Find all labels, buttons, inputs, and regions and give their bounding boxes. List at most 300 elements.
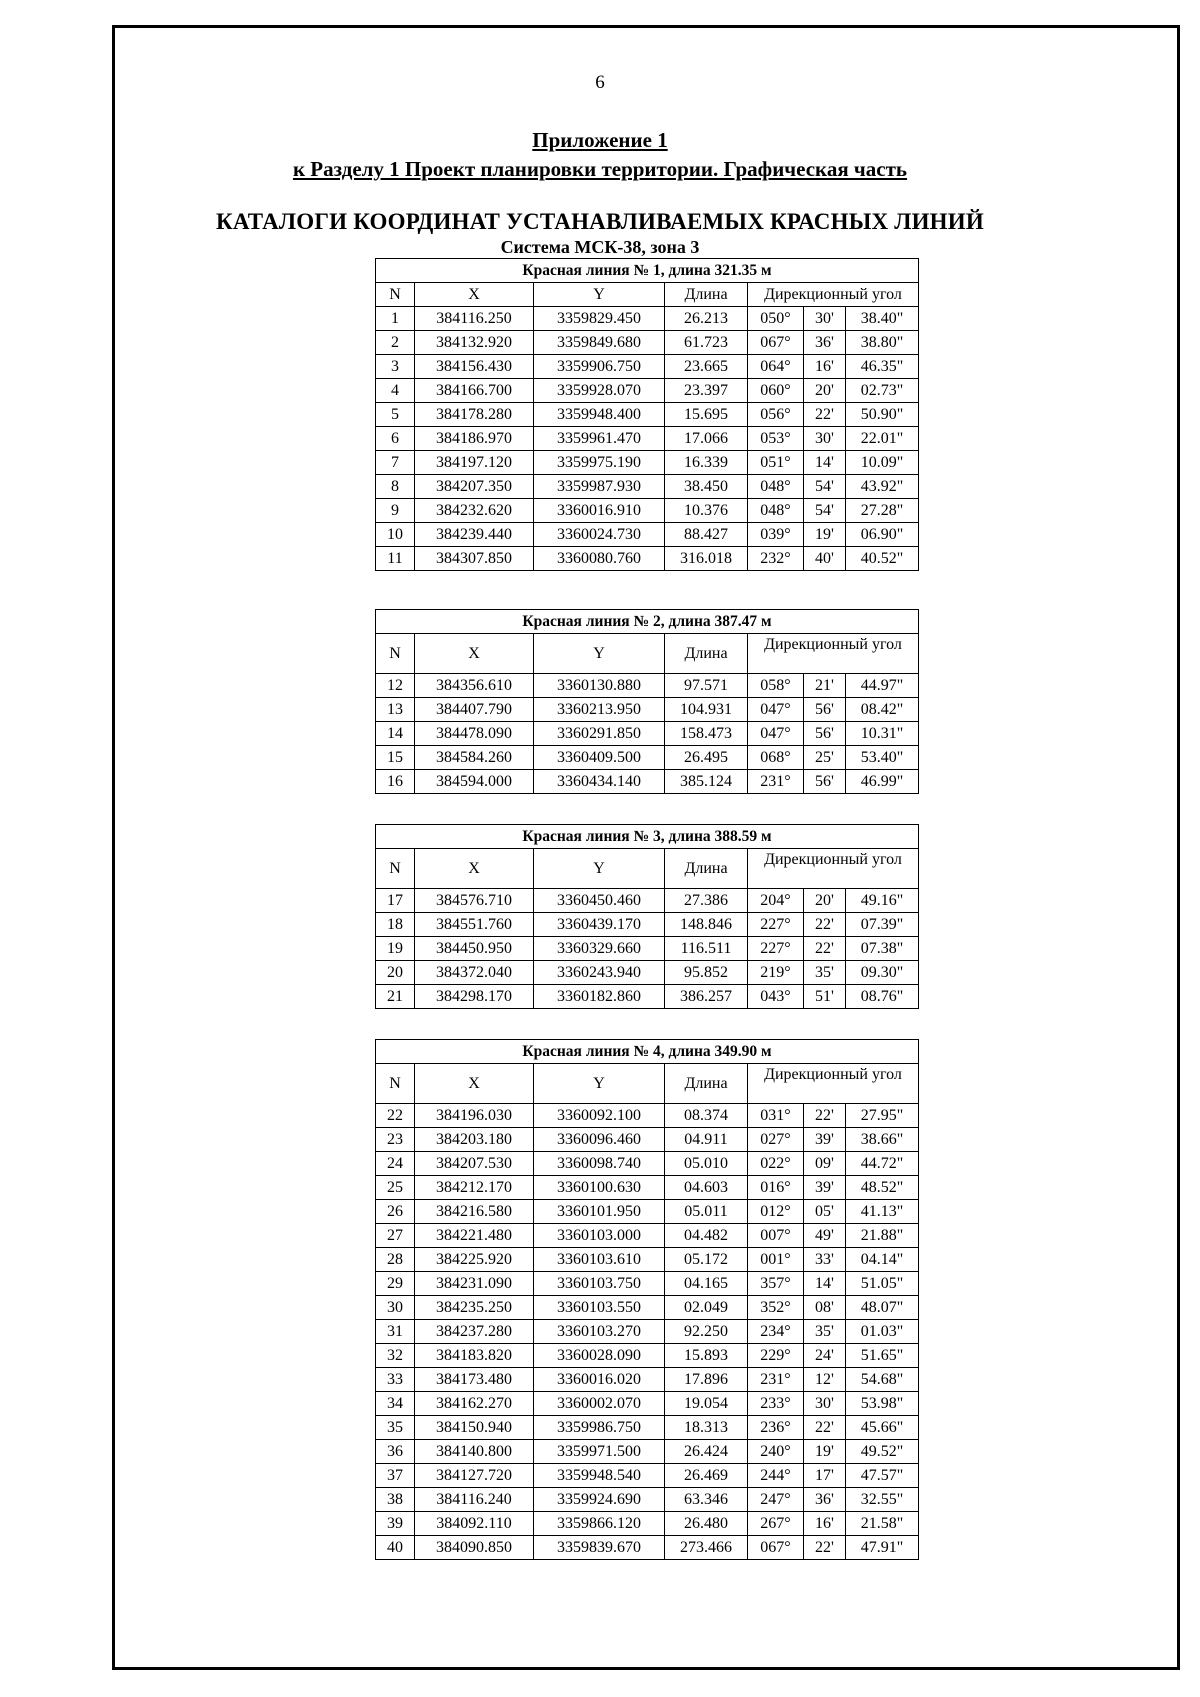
point-number: 27 <box>376 1224 415 1248</box>
table-row <box>376 1488 919 1512</box>
length: 26.424 <box>665 1440 748 1464</box>
length: 97.571 <box>665 674 748 698</box>
length: 273.466 <box>665 1536 748 1560</box>
point-number: 2 <box>376 331 415 355</box>
length: 15.893 <box>665 1344 748 1368</box>
point-number: 1 <box>376 307 415 331</box>
x-coord: 384239.440 <box>415 523 534 547</box>
angle-minutes: 14' <box>804 451 846 475</box>
angle-degrees: 204° <box>748 889 804 913</box>
x-coord: 384372.040 <box>415 961 534 985</box>
length: 05.172 <box>665 1248 748 1272</box>
angle-seconds: 51.65" <box>846 1344 919 1368</box>
angle-minutes: 22' <box>804 937 846 961</box>
length: 08.374 <box>665 1104 748 1128</box>
table-row <box>376 1104 919 1128</box>
length: 88.427 <box>665 523 748 547</box>
table-row <box>376 1272 919 1296</box>
x-coord: 384183.820 <box>415 1344 534 1368</box>
angle-degrees: 244° <box>748 1464 804 1488</box>
length: 104.931 <box>665 698 748 722</box>
length: 26.495 <box>665 746 748 770</box>
length: 17.066 <box>665 427 748 451</box>
point-number: 34 <box>376 1392 415 1416</box>
angle-degrees: 048° <box>748 475 804 499</box>
angle-degrees: 053° <box>748 427 804 451</box>
angle-minutes: 30' <box>804 307 846 331</box>
x-coord: 384207.530 <box>415 1152 534 1176</box>
y-coord: 3360016.910 <box>534 499 665 523</box>
angle-seconds: 07.39" <box>846 913 919 937</box>
angle-seconds: 04.14" <box>846 1248 919 1272</box>
angle-degrees: 064° <box>748 355 804 379</box>
y-coord: 3360103.270 <box>534 1320 665 1344</box>
angle-degrees: 357° <box>748 1272 804 1296</box>
angle-degrees: 051° <box>748 451 804 475</box>
y-coord: 3360100.630 <box>534 1176 665 1200</box>
point-number: 4 <box>376 379 415 403</box>
x-coord: 384407.790 <box>415 698 534 722</box>
table-row <box>376 1296 919 1320</box>
table-row <box>376 523 919 547</box>
angle-degrees: 027° <box>748 1128 804 1152</box>
angle-degrees: 236° <box>748 1416 804 1440</box>
table-caption: Красная линия № 1, длина 321.35 м <box>376 259 919 283</box>
x-coord: 384203.180 <box>415 1128 534 1152</box>
angle-seconds: 44.97" <box>846 674 919 698</box>
table-row <box>376 746 919 770</box>
angle-seconds: 10.09" <box>846 451 919 475</box>
y-coord: 3359971.500 <box>534 1440 665 1464</box>
point-number: 35 <box>376 1416 415 1440</box>
angle-degrees: 047° <box>748 698 804 722</box>
table-row <box>376 770 919 794</box>
point-number: 10 <box>376 523 415 547</box>
angle-seconds: 50.90" <box>846 403 919 427</box>
column-header-x: X <box>415 283 534 307</box>
angle-degrees: 007° <box>748 1224 804 1248</box>
column-header-angle: Дирекционный угол <box>748 849 919 889</box>
x-coord: 384212.170 <box>415 1176 534 1200</box>
angle-minutes: 51' <box>804 985 846 1009</box>
angle-minutes: 56' <box>804 770 846 794</box>
angle-degrees: 247° <box>748 1488 804 1512</box>
table-row <box>376 1392 919 1416</box>
angle-minutes: 12' <box>804 1368 846 1392</box>
table-row <box>376 889 919 913</box>
y-coord: 3360002.070 <box>534 1392 665 1416</box>
y-coord: 3360103.750 <box>534 1272 665 1296</box>
angle-degrees: 231° <box>748 1368 804 1392</box>
table-caption: Красная линия № 2, длина 387.47 м <box>376 610 919 634</box>
y-coord: 3360080.760 <box>534 547 665 571</box>
angle-seconds: 47.91" <box>846 1536 919 1560</box>
point-number: 18 <box>376 913 415 937</box>
point-number: 16 <box>376 770 415 794</box>
column-header-n: N <box>376 283 415 307</box>
point-number: 6 <box>376 427 415 451</box>
angle-minutes: 19' <box>804 1440 846 1464</box>
column-header-length: Длина <box>665 849 748 889</box>
angle-degrees: 219° <box>748 961 804 985</box>
length: 386.257 <box>665 985 748 1009</box>
point-number: 8 <box>376 475 415 499</box>
angle-seconds: 40.52" <box>846 547 919 571</box>
angle-seconds: 49.16" <box>846 889 919 913</box>
y-coord: 3360434.140 <box>534 770 665 794</box>
y-coord: 3359975.190 <box>534 451 665 475</box>
angle-minutes: 16' <box>804 355 846 379</box>
table-row <box>376 427 919 451</box>
length: 16.339 <box>665 451 748 475</box>
x-coord: 384196.030 <box>415 1104 534 1128</box>
table-caption: Красная линия № 4, длина 349.90 м <box>376 1040 919 1064</box>
point-number: 40 <box>376 1536 415 1560</box>
length: 04.603 <box>665 1176 748 1200</box>
point-number: 20 <box>376 961 415 985</box>
angle-degrees: 227° <box>748 937 804 961</box>
angle-seconds: 38.66" <box>846 1128 919 1152</box>
angle-seconds: 01.03" <box>846 1320 919 1344</box>
table-row <box>376 1128 919 1152</box>
x-coord: 384116.250 <box>415 307 534 331</box>
table-row <box>376 1416 919 1440</box>
angle-minutes: 22' <box>804 1536 846 1560</box>
angle-degrees: 234° <box>748 1320 804 1344</box>
table-row <box>376 1176 919 1200</box>
table-row <box>376 331 919 355</box>
angle-seconds: 47.57" <box>846 1464 919 1488</box>
length: 10.376 <box>665 499 748 523</box>
table-row <box>376 1248 919 1272</box>
angle-seconds: 49.52" <box>846 1440 919 1464</box>
angle-minutes: 40' <box>804 547 846 571</box>
point-number: 21 <box>376 985 415 1009</box>
angle-degrees: 039° <box>748 523 804 547</box>
table-row <box>376 547 919 571</box>
angle-minutes: 24' <box>804 1344 846 1368</box>
point-number: 39 <box>376 1512 415 1536</box>
angle-degrees: 233° <box>748 1392 804 1416</box>
point-number: 7 <box>376 451 415 475</box>
table-caption: Красная линия № 3, длина 388.59 м <box>376 825 919 849</box>
angle-minutes: 16' <box>804 1512 846 1536</box>
table-row <box>376 403 919 427</box>
y-coord: 3359924.690 <box>534 1488 665 1512</box>
y-coord: 3360450.460 <box>534 889 665 913</box>
length: 26.213 <box>665 307 748 331</box>
x-coord: 384207.350 <box>415 475 534 499</box>
column-header-y: Y <box>534 849 665 889</box>
angle-degrees: 067° <box>748 331 804 355</box>
y-coord: 3359829.450 <box>534 307 665 331</box>
length: 18.313 <box>665 1416 748 1440</box>
x-coord: 384116.240 <box>415 1488 534 1512</box>
angle-seconds: 48.07" <box>846 1296 919 1320</box>
angle-seconds: 10.31" <box>846 722 919 746</box>
x-coord: 384186.970 <box>415 427 534 451</box>
angle-minutes: 20' <box>804 379 846 403</box>
y-coord: 3359987.930 <box>534 475 665 499</box>
angle-seconds: 43.92" <box>846 475 919 499</box>
point-number: 22 <box>376 1104 415 1128</box>
y-coord: 3360103.610 <box>534 1248 665 1272</box>
page-number: 6 <box>595 72 605 93</box>
x-coord: 384450.950 <box>415 937 534 961</box>
x-coord: 384173.480 <box>415 1368 534 1392</box>
table-row <box>376 1464 919 1488</box>
length: 116.511 <box>665 937 748 961</box>
y-coord: 3359961.470 <box>534 427 665 451</box>
angle-seconds: 54.68" <box>846 1368 919 1392</box>
length: 04.911 <box>665 1128 748 1152</box>
y-coord: 3360213.950 <box>534 698 665 722</box>
point-number: 13 <box>376 698 415 722</box>
angle-seconds: 21.88" <box>846 1224 919 1248</box>
angle-degrees: 056° <box>748 403 804 427</box>
length: 17.896 <box>665 1368 748 1392</box>
length: 04.165 <box>665 1272 748 1296</box>
y-coord: 3360098.740 <box>534 1152 665 1176</box>
point-number: 23 <box>376 1128 415 1152</box>
column-header-y: Y <box>534 283 665 307</box>
table-row <box>376 475 919 499</box>
point-number: 15 <box>376 746 415 770</box>
angle-seconds: 27.95" <box>846 1104 919 1128</box>
red-line-table-1 <box>375 258 919 571</box>
table-row <box>376 499 919 523</box>
angle-degrees: 048° <box>748 499 804 523</box>
x-coord: 384594.000 <box>415 770 534 794</box>
angle-minutes: 05' <box>804 1200 846 1224</box>
length: 05.010 <box>665 1152 748 1176</box>
angle-minutes: 56' <box>804 698 846 722</box>
angle-minutes: 35' <box>804 961 846 985</box>
point-number: 38 <box>376 1488 415 1512</box>
x-coord: 384127.720 <box>415 1464 534 1488</box>
angle-seconds: 45.66" <box>846 1416 919 1440</box>
angle-seconds: 46.35" <box>846 355 919 379</box>
point-number: 14 <box>376 722 415 746</box>
angle-seconds: 21.58" <box>846 1512 919 1536</box>
x-coord: 384216.580 <box>415 1200 534 1224</box>
angle-minutes: 36' <box>804 1488 846 1512</box>
y-coord: 3360182.860 <box>534 985 665 1009</box>
point-number: 37 <box>376 1464 415 1488</box>
length: 04.482 <box>665 1224 748 1248</box>
y-coord: 3360439.170 <box>534 913 665 937</box>
x-coord: 384178.280 <box>415 403 534 427</box>
x-coord: 384237.280 <box>415 1320 534 1344</box>
x-coord: 384166.700 <box>415 379 534 403</box>
table-row <box>376 985 919 1009</box>
angle-minutes: 30' <box>804 1392 846 1416</box>
angle-minutes: 22' <box>804 1104 846 1128</box>
y-coord: 3359948.400 <box>534 403 665 427</box>
x-coord: 384478.090 <box>415 722 534 746</box>
angle-seconds: 02.73" <box>846 379 919 403</box>
angle-seconds: 09.30" <box>846 961 919 985</box>
y-coord: 3360101.950 <box>534 1200 665 1224</box>
column-header-x: X <box>415 849 534 889</box>
point-number: 9 <box>376 499 415 523</box>
y-coord: 3359866.120 <box>534 1512 665 1536</box>
angle-minutes: 30' <box>804 427 846 451</box>
point-number: 19 <box>376 937 415 961</box>
angle-degrees: 068° <box>748 746 804 770</box>
x-coord: 384584.260 <box>415 746 534 770</box>
length: 316.018 <box>665 547 748 571</box>
point-number: 24 <box>376 1152 415 1176</box>
angle-degrees: 240° <box>748 1440 804 1464</box>
angle-degrees: 031° <box>748 1104 804 1128</box>
angle-minutes: 54' <box>804 475 846 499</box>
x-coord: 384298.170 <box>415 985 534 1009</box>
table-row <box>376 1512 919 1536</box>
table-row <box>376 1536 919 1560</box>
angle-degrees: 229° <box>748 1344 804 1368</box>
angle-degrees: 067° <box>748 1536 804 1560</box>
length: 385.124 <box>665 770 748 794</box>
y-coord: 3359928.070 <box>534 379 665 403</box>
x-coord: 384225.920 <box>415 1248 534 1272</box>
angle-minutes: 49' <box>804 1224 846 1248</box>
coordinate-system-heading: Система МСК-38, зона 3 <box>500 237 700 257</box>
angle-seconds: 53.98" <box>846 1392 919 1416</box>
table-row <box>376 1368 919 1392</box>
column-header-length: Длина <box>665 634 748 674</box>
angle-minutes: 17' <box>804 1464 846 1488</box>
x-coord: 384551.760 <box>415 913 534 937</box>
x-coord: 384156.430 <box>415 355 534 379</box>
angle-degrees: 352° <box>748 1296 804 1320</box>
angle-degrees: 012° <box>748 1200 804 1224</box>
angle-degrees: 267° <box>748 1512 804 1536</box>
angle-degrees: 047° <box>748 722 804 746</box>
point-number: 12 <box>376 674 415 698</box>
length: 23.665 <box>665 355 748 379</box>
point-number: 11 <box>376 547 415 571</box>
length: 158.473 <box>665 722 748 746</box>
angle-degrees: 001° <box>748 1248 804 1272</box>
y-coord: 3360096.460 <box>534 1128 665 1152</box>
angle-minutes: 22' <box>804 1416 846 1440</box>
y-coord: 3360024.730 <box>534 523 665 547</box>
y-coord: 3360409.500 <box>534 746 665 770</box>
table-row <box>376 1224 919 1248</box>
angle-seconds: 08.42" <box>846 698 919 722</box>
y-coord: 3360103.550 <box>534 1296 665 1320</box>
table-row <box>376 913 919 937</box>
column-header-n: N <box>376 849 415 889</box>
length: 05.011 <box>665 1200 748 1224</box>
angle-degrees: 058° <box>748 674 804 698</box>
y-coord: 3360092.100 <box>534 1104 665 1128</box>
angle-minutes: 36' <box>804 331 846 355</box>
angle-seconds: 38.40" <box>846 307 919 331</box>
x-coord: 384140.800 <box>415 1440 534 1464</box>
length: 63.346 <box>665 1488 748 1512</box>
x-coord: 384232.620 <box>415 499 534 523</box>
length: 61.723 <box>665 331 748 355</box>
y-coord: 3360016.020 <box>534 1368 665 1392</box>
angle-seconds: 27.28" <box>846 499 919 523</box>
y-coord: 3359986.750 <box>534 1416 665 1440</box>
angle-minutes: 09' <box>804 1152 846 1176</box>
table-row <box>376 722 919 746</box>
length: 19.054 <box>665 1392 748 1416</box>
y-coord: 3360103.000 <box>534 1224 665 1248</box>
angle-seconds: 06.90" <box>846 523 919 547</box>
angle-seconds: 41.13" <box>846 1200 919 1224</box>
table-row <box>376 1440 919 1464</box>
x-coord: 384150.940 <box>415 1416 534 1440</box>
column-header-angle: Дирекционный угол <box>748 283 919 307</box>
y-coord: 3360243.940 <box>534 961 665 985</box>
point-number: 29 <box>376 1272 415 1296</box>
angle-degrees: 232° <box>748 547 804 571</box>
point-number: 3 <box>376 355 415 379</box>
x-coord: 384307.850 <box>415 547 534 571</box>
y-coord: 3359849.680 <box>534 331 665 355</box>
red-line-table-3 <box>375 824 919 1009</box>
angle-seconds: 07.38" <box>846 937 919 961</box>
angle-minutes: 19' <box>804 523 846 547</box>
angle-minutes: 35' <box>804 1320 846 1344</box>
angle-minutes: 22' <box>804 403 846 427</box>
angle-seconds: 48.52" <box>846 1176 919 1200</box>
angle-seconds: 32.55" <box>846 1488 919 1512</box>
length: 15.695 <box>665 403 748 427</box>
x-coord: 384132.920 <box>415 331 534 355</box>
length: 26.469 <box>665 1464 748 1488</box>
point-number: 32 <box>376 1344 415 1368</box>
column-header-n: N <box>376 634 415 674</box>
angle-seconds: 51.05" <box>846 1272 919 1296</box>
table-row <box>376 1200 919 1224</box>
x-coord: 384092.110 <box>415 1512 534 1536</box>
length: 26.480 <box>665 1512 748 1536</box>
y-coord: 3359839.670 <box>534 1536 665 1560</box>
angle-minutes: 20' <box>804 889 846 913</box>
x-coord: 384090.850 <box>415 1536 534 1560</box>
table-row <box>376 379 919 403</box>
x-coord: 384162.270 <box>415 1392 534 1416</box>
angle-minutes: 08' <box>804 1296 846 1320</box>
angle-minutes: 39' <box>804 1176 846 1200</box>
angle-seconds: 53.40" <box>846 746 919 770</box>
length: 27.386 <box>665 889 748 913</box>
x-coord: 384356.610 <box>415 674 534 698</box>
point-number: 28 <box>376 1248 415 1272</box>
angle-minutes: 14' <box>804 1272 846 1296</box>
point-number: 31 <box>376 1320 415 1344</box>
appendix-title: Приложение 1 <box>532 128 668 152</box>
table-row <box>376 674 919 698</box>
y-coord: 3360291.850 <box>534 722 665 746</box>
column-header-angle: Дирекционный угол <box>748 1064 919 1104</box>
length: 148.846 <box>665 913 748 937</box>
angle-seconds: 46.99" <box>846 770 919 794</box>
column-header-length: Длина <box>665 283 748 307</box>
angle-minutes: 54' <box>804 499 846 523</box>
table-row <box>376 451 919 475</box>
point-number: 26 <box>376 1200 415 1224</box>
table-row <box>376 937 919 961</box>
x-coord: 384235.250 <box>415 1296 534 1320</box>
angle-minutes: 56' <box>804 722 846 746</box>
angle-minutes: 33' <box>804 1248 846 1272</box>
